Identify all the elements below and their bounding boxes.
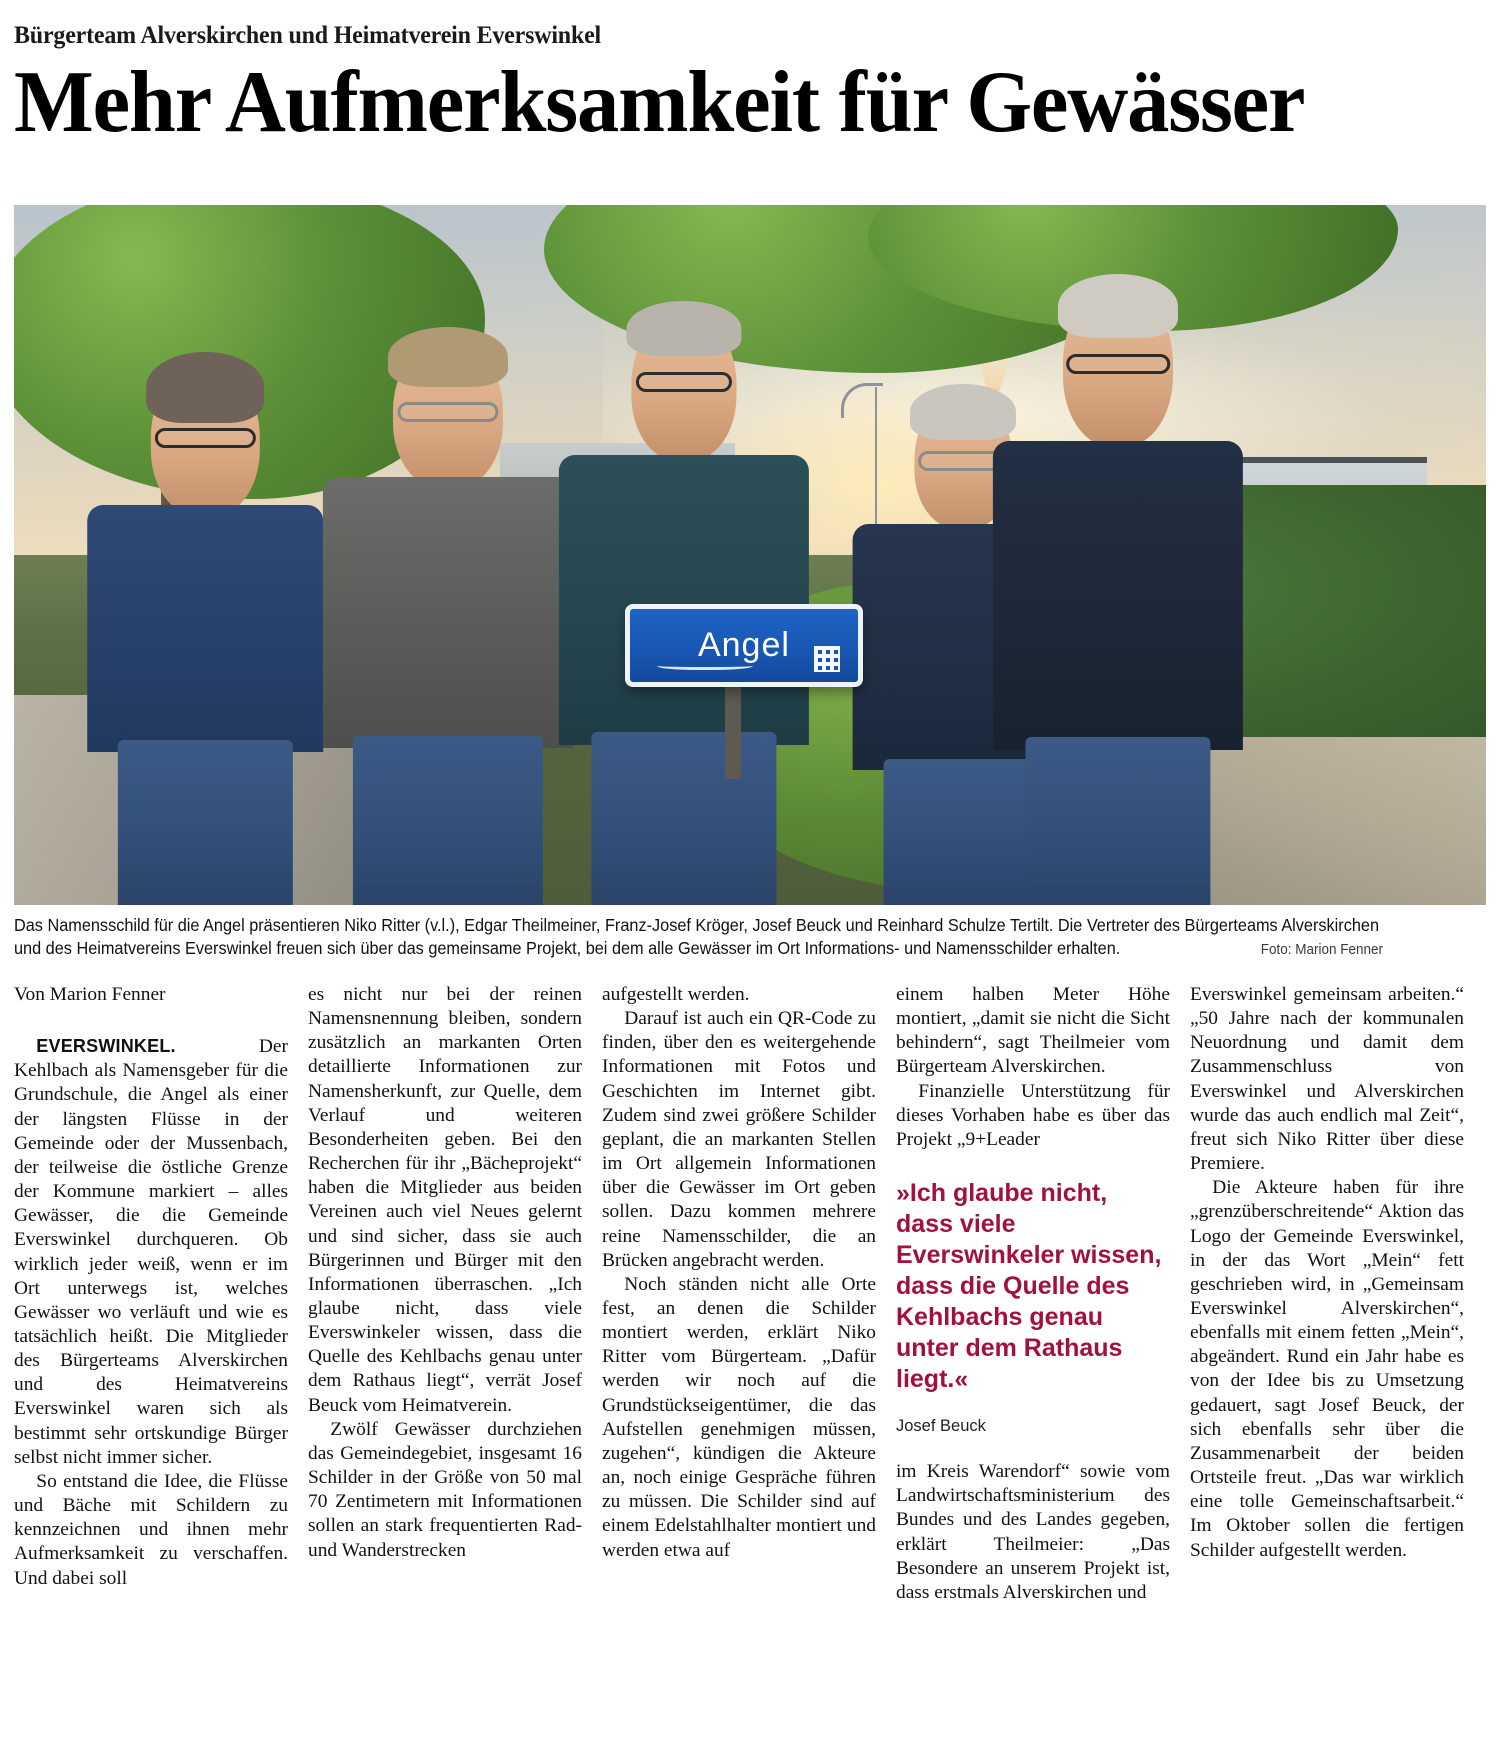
hair-5	[1058, 274, 1178, 338]
angel-water-sign	[625, 604, 863, 688]
sign-label: Angel	[697, 625, 790, 664]
paragraph: einem halben Meter Höhe montiert, „damit sie nicht die Sicht behindern“, sagt Theilmeier vom Bürgerteam Alverskirchen.	[896, 983, 1170, 1078]
legs-5	[1025, 737, 1210, 904]
legs-1	[118, 740, 292, 905]
paragraph: Zwölf Gewässer durchziehen das Gemeindegebiet, insgesamt 16 Schilder in der Größe von 50 mal 70 Zentimetern mit Informationen sollen an stark frequentierten Rad- und Wanderstrecken	[308, 1418, 582, 1561]
page-title: Mehr Aufmerksamkeit für Gewässer	[14, 53, 1305, 151]
torso-3	[559, 455, 809, 745]
glasses-5	[1066, 354, 1170, 374]
wave-icon	[657, 660, 753, 670]
photo-scene	[14, 205, 1486, 905]
column-4	[896, 983, 1170, 1753]
hair-3	[626, 301, 741, 356]
paragraph: So entstand die Idee, die Flüsse und Bäche mit Schildern zu kennzeichnen und ihnen mehr Aufmerksamkeit zu verschaffen. Und dabei soll	[14, 1470, 288, 1589]
article-photo	[14, 205, 1486, 905]
paragraph	[14, 1035, 288, 1470]
person-reinhard-schulze-tertilt	[993, 261, 1243, 905]
paragraph: Finanzielle Unterstützung für dieses Vorhaben habe es über das Projekt „9+Leader	[896, 1080, 1170, 1150]
article-kicker: Bürgerteam Alverskirchen und Heimatverein Everswinkel	[14, 20, 602, 49]
byline: Von Marion Fenner	[14, 983, 166, 1005]
torso-2	[323, 477, 573, 748]
paragraph: Everswinkel gemeinsam arbeiten.“ „50 Jahre nach der kommunalen Neuordnung und damit dem Zusammenschluss von Everswinkel und Alverskirchen wurde das auch endlich mal Zeit“, freut sich Niko Ritter über diese Premiere.	[1190, 983, 1464, 1175]
paragraph-text: Der Kehlbach als Namensgeber für die Grundschule, die Angel als einer der längsten Flüsse in der Gemeinde oder der Mussenbach, der teilweise die östliche Grenze der Kommune markiert – alles Gewässer, die die Gemeinde Everswinkel durchqueren. Ob wirklich jeder weiß, wenn er im Ort unterwegs ist, welches Gewässer wo verläuft und wie es tatsächlich heißt. Die Mitglieder des Bürgerteams Alverskirchen und des Heimatvereins Everswinkel waren sich als bestimmt sehr ortskundige Bürger selbst nicht immer sicher.	[14, 1036, 288, 1468]
glasses-2	[398, 402, 499, 422]
glasses-3	[636, 372, 732, 392]
paragraph: im Kreis Warendorf“ sowie vom Landwirtschaftsministerium des Bundes und des Landes gegeben, erklärt Theilmeier: „Das Besondere an unserem Projekt ist, dass erstmals Alverskirchen und	[896, 1461, 1170, 1603]
caption-line-2: und des Heimatvereins Everswinkel freuen sich über das gemeinsame Projekt, bei dem alle Gewässer im Ort Informations- und Namensschilder erhalten.	[14, 938, 1121, 959]
hair-2	[388, 327, 508, 387]
legs-2	[353, 736, 543, 905]
pull-quote-attribution: Josef Beuck	[896, 1417, 986, 1436]
qr-code-icon	[814, 646, 840, 672]
column-5	[1190, 983, 1464, 1753]
paragraph: Noch ständen nicht alle Orte fest, an denen die Schilder montiert werden, erklärt Niko Ritter vom Bürgerteam. „Dafür werden wir noch auf die Grundstückseigentümer, die das Aufstellen genehmigen müssen, zugehen“, kündigen die Akteure an, noch einige Gespräche führen zu müssen. Die Schilder sind auf einem Edelstahlhalter montiert und werden etwa auf	[602, 1273, 876, 1561]
paragraph: Die Akteure haben für ihre „grenzüberschreitende“ Aktion das Logo der Gemeinde Everswinkel, in der das Wort „Mein“ fett geschrieben wird, in „Gemeinsam Everswinkel Alverskirchen“, ebenfalls mit einem fetten „Mein“, abgeändert. Rund ein Jahr habe es von der Idee bis zu Umsetzung gedauert, sagt Josef Beuck, der sich ebenfalls sehr über die Zusammenarbeit der beiden Ortsteile freut. „Das war wirklich eine tolle Gemeinschaftsarbeit.“ Im Oktober sollen die fertigen Schilder aufgestellt werden.	[1190, 1177, 1464, 1561]
hair-1	[146, 352, 264, 423]
article-columns	[14, 983, 1486, 1753]
torso-5	[993, 441, 1243, 750]
paragraph: aufgestellt werden.	[602, 983, 750, 1005]
glasses-1	[155, 428, 255, 448]
torso-1	[88, 505, 324, 752]
legs-3	[591, 732, 776, 904]
column-1	[14, 983, 288, 1753]
person-niko-ritter	[88, 317, 324, 905]
photo-caption	[14, 914, 1383, 961]
caption-line-1: Das Namensschild für die Angel präsentieren Niko Ritter (v.l.), Edgar Theilmeiner, Franz-Josef Kröger, Josef Beuck und Reinhard Schulze Tertilt. Die Vertreter des Bürgerteams Alverskirchen	[14, 914, 1380, 935]
paragraph: Darauf ist auch ein QR-Code zu finden, über den es weitergehende Informationen mit Fotos und Geschichten im Internet gibt. Zudem sind zwei größere Schilder geplant, die an markanten Stellen im Ort allgemein Informationen über die Gewässer im Ort geben sollen. Dazu kommen mehrere reine Namensschilder, die an Brücken angebracht werden.	[602, 1008, 876, 1271]
person-franz-josef-kroeger	[559, 289, 809, 905]
column-3	[602, 983, 876, 1753]
dateline: EVERSWINKEL.	[36, 1036, 176, 1057]
person-edgar-theilmeiner	[323, 303, 573, 905]
pull-quote: »Ich glaube nicht, dass viele Everswinkeler wissen, dass die Quelle des Kehlbachs genau unter dem Rathaus liegt.«	[896, 1179, 1162, 1394]
column-2	[308, 983, 582, 1753]
paragraph: es nicht nur bei der reinen Namensnennung bleiben, sondern zusätzlich an markanten Orten detaillierte Informationen zur Namensherkunft, zur Quelle, dem Verlauf und weiteren Besonderheiten geben. Bei den Recherchen für ihr „Bächeprojekt“ haben die Mitglieder aus beiden Vereinen auch viel Neues gelernt und sind sicher, dass sie auch Bürgerinnen und Bürger mit den Informationen überraschen. „Ich glaube nicht, dass viele Everswinkeler wissen, dass die Quelle des Kehlbachs genau unter dem Rathaus liegt“, verrät Josef Beuck vom Heimatverein.	[308, 983, 582, 1416]
photo-credit: Foto: Marion Fenner	[1260, 942, 1383, 959]
